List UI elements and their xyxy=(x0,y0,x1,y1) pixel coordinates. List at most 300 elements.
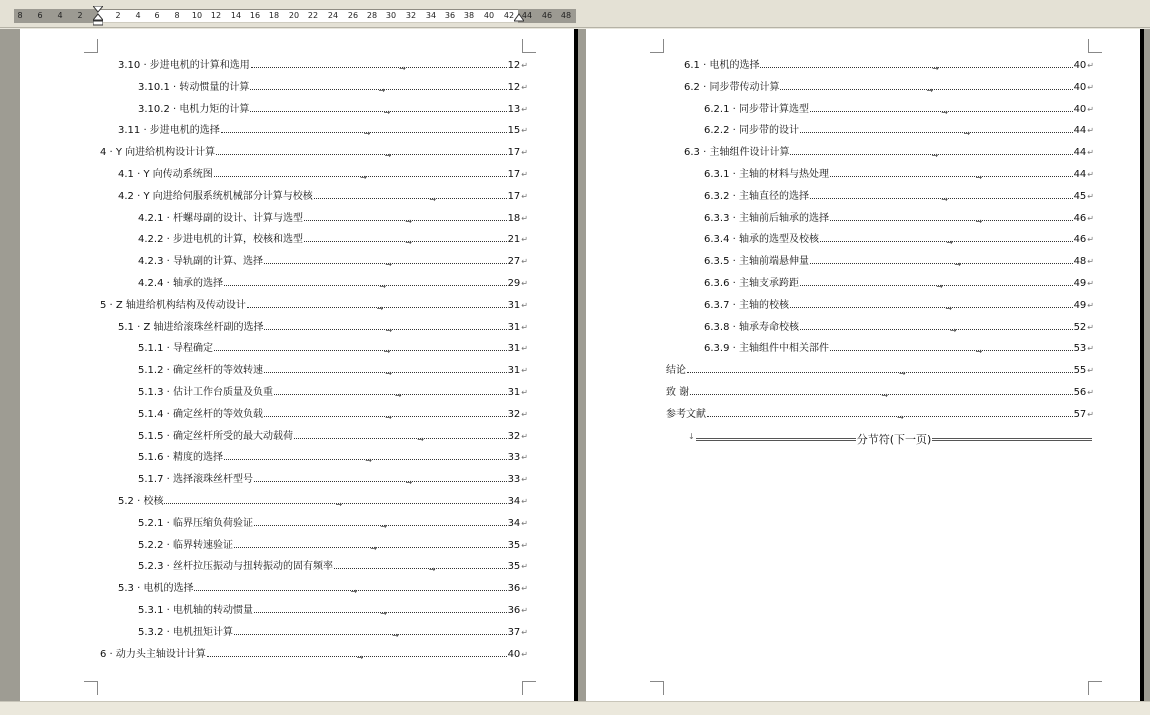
ruler-number: 46 xyxy=(541,11,553,20)
toc-entry-page: 12 xyxy=(507,81,521,93)
toc-entry-page: 35 xyxy=(507,539,521,551)
toc-entry[interactable] xyxy=(138,80,528,96)
toc-entry-page: 49 xyxy=(1073,278,1087,289)
toc-entry[interactable] xyxy=(704,211,1094,227)
toc-entry-title: 4.2 · Y 向进给伺服系统机械部分计算与校核 xyxy=(118,190,313,202)
toc-entry[interactable] xyxy=(704,341,1094,357)
tab-arrow-icon: → xyxy=(428,565,436,575)
toc-entry-page: 40 xyxy=(1073,103,1087,115)
paragraph-mark-icon: ↵ xyxy=(521,300,528,310)
document-workspace[interactable] xyxy=(0,29,1150,701)
toc-entry-title: 5.3 · 电机的选择 xyxy=(118,583,194,595)
paragraph-mark-icon: ↵ xyxy=(1087,366,1094,376)
tab-arrow-icon: → xyxy=(399,64,406,73)
margin-corner-bottom-right xyxy=(1088,681,1102,695)
right-indent-marker-icon[interactable] xyxy=(514,13,524,23)
ruler-number: 28 xyxy=(366,11,378,20)
toc-entry[interactable] xyxy=(138,625,528,641)
toc-dot-leader xyxy=(334,565,507,575)
toc-entry[interactable] xyxy=(704,232,1094,248)
toc-entry[interactable] xyxy=(138,538,528,554)
toc-dot-leader xyxy=(234,543,507,553)
toc-entry[interactable] xyxy=(138,341,528,357)
toc-entry-page: 17 xyxy=(507,147,521,159)
toc-entry-title: 5.1.4 · 确定丝杆的等效负载 xyxy=(138,408,263,420)
paragraph-mark-icon: ↵ xyxy=(521,82,528,92)
toc-entry-title: 6.3.6 · 主轴支承跨距 xyxy=(704,278,799,289)
tab-arrow-icon: → xyxy=(926,85,934,95)
toc-entry[interactable] xyxy=(100,647,528,663)
tab-arrow-icon: → xyxy=(405,478,413,488)
toc-entry-page: 29 xyxy=(507,278,521,289)
tab-arrow-icon: → xyxy=(881,391,889,400)
tab-arrow-icon: → xyxy=(363,129,371,139)
toc-entry[interactable] xyxy=(138,211,528,227)
toc-entry-page: 40 xyxy=(1073,60,1087,71)
paragraph-mark-icon: ↵ xyxy=(521,366,528,376)
paragraph-mark-icon: ↵ xyxy=(521,344,528,354)
tab-arrow-icon: → xyxy=(380,609,387,618)
ruler-left-margin xyxy=(14,9,98,23)
toc-entry[interactable] xyxy=(704,123,1094,139)
section-break[interactable] xyxy=(688,432,1092,446)
toc-dot-leader xyxy=(707,412,1073,422)
paragraph-mark-icon: ↵ xyxy=(1087,148,1094,158)
paragraph-mark-icon: ↵ xyxy=(1087,300,1094,310)
paragraph-mark-icon: ↵ xyxy=(521,518,528,528)
toc-entry-title: 5.1 · Z 轴进给滚珠丝杆副的选择 xyxy=(118,321,264,333)
toc-dot-leader xyxy=(294,434,507,444)
toc-entry-title: 3.10 · 步进电机的计算和选用 xyxy=(118,60,250,71)
toc-entry-title: 3.10.2 · 电机力矩的计算 xyxy=(138,103,250,115)
tab-arrow-icon: → xyxy=(384,151,392,161)
paragraph-mark-icon: ↵ xyxy=(521,279,528,288)
toc-entry-page: 12 xyxy=(507,60,521,71)
toc-entry-title: 6.3.3 · 主轴前后轴承的选择 xyxy=(704,212,829,224)
toc-entry-page: 45 xyxy=(1073,190,1087,202)
toc-entry-page: 44 xyxy=(1073,169,1087,180)
tab-arrow-icon: → xyxy=(385,369,392,379)
ruler-number: 34 xyxy=(425,11,437,20)
toc-dot-leader xyxy=(247,303,507,313)
paragraph-mark-icon: ↵ xyxy=(521,235,528,245)
toc-dot-leader xyxy=(221,129,507,139)
tab-arrow-icon: → xyxy=(405,238,412,248)
toc-entry[interactable] xyxy=(704,276,1094,292)
tab-arrow-icon: → xyxy=(405,216,412,226)
toc-entry[interactable] xyxy=(138,603,528,619)
tab-arrow-icon: → xyxy=(975,173,983,182)
paragraph-mark-icon: ↵ xyxy=(521,627,528,637)
paragraph-mark-icon: ↵ xyxy=(1087,322,1094,332)
paragraph-mark-icon: ↵ xyxy=(1087,257,1094,267)
tab-arrow-icon: → xyxy=(897,412,904,422)
toc-entry-title: 6.2 · 同步带传动计算 xyxy=(684,81,780,93)
toc-dot-leader xyxy=(760,64,1072,73)
toc-entry-page: 36 xyxy=(507,605,521,616)
paragraph-mark-icon: ↵ xyxy=(521,213,528,223)
toc-dot-leader xyxy=(264,325,506,335)
ruler-number: 6 xyxy=(37,11,43,20)
paragraph-mark-icon: ↵ xyxy=(521,584,528,594)
section-break-line-left xyxy=(696,438,856,441)
paragraph-mark-icon: ↵ xyxy=(1087,409,1094,419)
tab-arrow-icon: → xyxy=(356,652,364,662)
toc-entry[interactable] xyxy=(138,472,528,488)
toc-dot-leader xyxy=(164,500,506,509)
toc-dot-leader xyxy=(264,260,507,270)
indent-marker-icon[interactable] xyxy=(93,6,103,26)
toc-entry[interactable] xyxy=(118,320,528,336)
toc-entry[interactable] xyxy=(138,559,528,575)
tab-arrow-icon: → xyxy=(931,151,939,161)
ruler-number: 40 xyxy=(483,11,495,20)
toc-entry[interactable] xyxy=(138,276,528,292)
margin-corner-top-left xyxy=(650,39,664,53)
toc-entry[interactable] xyxy=(118,58,528,74)
toc-entry-page: 31 xyxy=(507,299,521,311)
ruler-number: 2 xyxy=(77,11,83,20)
toc-entry-page: 55 xyxy=(1073,365,1087,377)
toc-entry-title: 6.3.8 · 轴承寿命校核 xyxy=(704,321,799,333)
margin-corner-top-right xyxy=(1088,39,1102,53)
ruler-number: 14 xyxy=(230,11,242,20)
toc-entry-title: 6.2.1 · 同步带计算选型 xyxy=(704,103,809,115)
toc-entry-page: 31 xyxy=(507,365,521,377)
toc-dot-leader xyxy=(790,303,1073,313)
toc-entry-title: 6 · 动力头主轴设计计算 xyxy=(100,648,206,660)
tab-arrow-icon: → xyxy=(376,303,384,313)
tab-arrow-icon: → xyxy=(975,347,983,357)
ruler-number: 12 xyxy=(210,11,222,20)
toc-dot-leader xyxy=(687,369,1073,379)
paragraph-mark-icon: ↵ xyxy=(521,431,528,441)
toc-entry-page: 21 xyxy=(507,234,521,246)
paragraph-mark-icon: ↵ xyxy=(1087,279,1094,288)
ruler-number: 16 xyxy=(249,11,261,20)
toc-dot-leader xyxy=(304,216,507,226)
toc-dot-leader xyxy=(251,64,507,73)
toc-entry-page: 33 xyxy=(507,452,521,464)
tab-arrow-icon: → xyxy=(385,260,392,270)
paragraph-mark-icon: ↵ xyxy=(1087,213,1094,223)
toc-entry-page: 44 xyxy=(1073,147,1087,159)
toc-entry[interactable] xyxy=(704,298,1094,314)
margin-corner-bottom-left xyxy=(650,681,664,695)
tab-arrow-icon: → xyxy=(945,303,953,313)
toc-entry-title: 6.3.7 · 主轴的校核 xyxy=(704,299,789,311)
toc-entry-title: 5.1.2 · 确定丝杆的等效转速 xyxy=(138,365,263,377)
tab-arrow-icon: → xyxy=(936,282,943,291)
toc-entry[interactable] xyxy=(704,102,1094,118)
paragraph-mark-icon: ↵ xyxy=(1087,170,1094,179)
toc-entry-page: 44 xyxy=(1073,125,1087,137)
toc-entry-title: 3.10.1 · 转动惯量的计算 xyxy=(138,81,250,93)
toc-dot-leader xyxy=(194,587,506,597)
paragraph-mark-icon: ↵ xyxy=(521,409,528,419)
toc-entry-title: 6.3.4 · 轴承的选型及校核 xyxy=(704,234,819,246)
margin-corner-bottom-left xyxy=(84,681,98,695)
paragraph-mark-icon: ↵ xyxy=(521,475,528,485)
ruler-number: 36 xyxy=(444,11,456,20)
ruler-number: 44 xyxy=(521,11,533,20)
toc-dot-leader xyxy=(216,151,506,161)
tab-arrow-icon: → xyxy=(383,107,391,117)
toc-entry[interactable] xyxy=(704,167,1094,183)
toc-entry-title: 6.3.1 · 主轴的材料与热处理 xyxy=(704,169,829,180)
toc-dot-leader xyxy=(800,129,1073,139)
paragraph-mark-icon: ↵ xyxy=(521,497,528,506)
toc-entry-page: 46 xyxy=(1073,212,1087,224)
toc-entry[interactable] xyxy=(138,102,528,118)
paragraph-mark-icon: ↵ xyxy=(1087,191,1094,201)
tab-arrow-icon: → xyxy=(385,412,392,422)
tab-arrow-icon: → xyxy=(392,630,399,640)
ruler-number: 26 xyxy=(347,11,359,20)
paragraph-mark-icon: ↵ xyxy=(521,191,528,201)
toc-dot-leader xyxy=(224,282,507,291)
toc-entry-title: 5.1.1 · 导程确定 xyxy=(138,343,213,355)
paragraph-mark-icon: ↵ xyxy=(1087,104,1094,114)
paragraph-mark-icon: ↵ xyxy=(1087,126,1094,136)
toc-dot-leader xyxy=(810,194,1073,204)
paragraph-mark-icon: ↵ xyxy=(521,606,528,615)
toc-dot-leader xyxy=(830,216,1073,226)
toc-entry-title: 5.2.1 · 临界压缩负荷验证 xyxy=(138,517,253,529)
toc-entry[interactable] xyxy=(684,58,1094,74)
tab-arrow-icon: → xyxy=(417,434,424,444)
toc-entry-page: 52 xyxy=(1073,321,1087,333)
ruler-number: 4 xyxy=(57,11,63,20)
toc-dot-leader xyxy=(314,194,507,204)
toc-entry-page: 35 xyxy=(507,561,521,573)
toc-dot-leader xyxy=(214,347,507,357)
toc-entry-page: 40 xyxy=(507,648,521,660)
ruler-number: 30 xyxy=(385,11,397,20)
toc-entry[interactable] xyxy=(138,407,528,423)
toc-entry[interactable] xyxy=(666,363,1094,379)
toc-entry-title: 4.2.2 · 步进电机的计算，校核和选型 xyxy=(138,234,303,246)
toc-dot-leader xyxy=(780,85,1072,95)
toc-entry[interactable] xyxy=(684,145,1094,161)
toc-entry-title: 参考文献 xyxy=(666,408,706,420)
tab-arrow-icon: → xyxy=(385,325,393,335)
ruler-number: 8 xyxy=(17,11,23,20)
toc-entry-title: 5.1.3 · 估计工作台质量及负重 xyxy=(138,387,273,398)
toc-dot-leader xyxy=(254,478,507,488)
document-page-left[interactable] xyxy=(20,29,574,701)
toc-entry-title: 5.3.2 · 电机扭矩计算 xyxy=(138,626,233,638)
toc-entry[interactable] xyxy=(138,363,528,379)
section-break-label: 分节符(下一页) xyxy=(856,433,932,446)
toc-entry-page: 17 xyxy=(507,169,521,180)
toc-entry-page: 13 xyxy=(507,103,521,115)
toc-entry-title: 4.2.4 · 轴承的选择 xyxy=(138,278,223,289)
toc-entry[interactable] xyxy=(118,189,528,205)
toc-dot-leader xyxy=(810,260,1073,270)
toc-entry-title: 6.3.9 · 主轴组件中相关部件 xyxy=(704,343,829,355)
paragraph-mark-icon: ↵ xyxy=(521,148,528,158)
toc-entry[interactable] xyxy=(118,581,528,597)
ruler-number: 24 xyxy=(327,11,339,20)
toc-dot-leader xyxy=(690,391,1072,400)
toc-entry-page: 18 xyxy=(507,212,521,224)
toc-entry-title: 5.2.3 · 丝杆拉压振动与扭转振动的固有频率 xyxy=(138,561,333,573)
ruler-number: 2 xyxy=(115,11,121,20)
toc-entry-title: 5.3.1 · 电机轴的转动惯量 xyxy=(138,605,253,616)
toc-entry[interactable] xyxy=(118,494,528,510)
toc-entry[interactable] xyxy=(118,167,528,183)
toc-dot-leader xyxy=(304,238,507,248)
toc-dot-leader xyxy=(250,85,506,95)
ruler-number: 18 xyxy=(268,11,280,20)
toc-dot-leader xyxy=(264,369,507,379)
tab-arrow-icon: → xyxy=(394,391,402,400)
toc-entry[interactable] xyxy=(138,450,528,466)
toc-entry[interactable] xyxy=(666,407,1094,423)
tab-arrow-icon: → xyxy=(975,216,983,226)
paragraph-mark-icon: ↵ xyxy=(521,61,528,70)
horizontal-ruler[interactable] xyxy=(0,0,1150,28)
toc-dot-leader xyxy=(234,630,507,640)
toc-entry-title: 5.2 · 校核 xyxy=(118,496,164,507)
margin-corner-top-left xyxy=(84,39,98,53)
ruler-number: 38 xyxy=(463,11,475,20)
tab-arrow-icon: → xyxy=(954,260,962,270)
ruler-number: 42 xyxy=(503,11,515,20)
paragraph-mark-icon: ↵ xyxy=(521,126,528,136)
tab-arrow-icon: → xyxy=(335,500,343,509)
ruler-number: 6 xyxy=(154,11,160,20)
toc-entry-page: 53 xyxy=(1073,343,1087,355)
toc-entry-title: 6.3 · 主轴组件设计计算 xyxy=(684,147,790,159)
ruler-number: 48 xyxy=(560,11,572,20)
toc-entry-title: 5.2.2 · 临界转速验证 xyxy=(138,539,233,551)
toc-dot-leader xyxy=(214,173,507,182)
toc-entry-title: 5 · Z 轴进给机构结构及传动设计 xyxy=(100,299,246,311)
tab-arrow-icon: → xyxy=(365,456,372,466)
toc-entry[interactable] xyxy=(118,123,528,139)
tab-arrow-icon: → xyxy=(941,194,948,204)
toc-entry[interactable] xyxy=(666,385,1094,401)
paragraph-mark-icon: ↵ xyxy=(521,104,528,114)
toc-entry[interactable] xyxy=(100,298,528,314)
tab-arrow-icon: → xyxy=(963,129,971,139)
toc-entry[interactable] xyxy=(704,320,1094,336)
tab-arrow-icon: → xyxy=(899,369,906,379)
toc-entry-title: 6.3.5 · 主轴前端悬伸量 xyxy=(704,256,809,268)
ruler-number: 32 xyxy=(405,11,417,20)
paragraph-mark-icon: ↵ xyxy=(521,453,528,463)
toc-entry-title: 结论 xyxy=(666,365,686,377)
paragraph-mark-icon: ↵ xyxy=(521,170,528,179)
tab-arrow-icon: → xyxy=(383,347,391,357)
toc-dot-leader xyxy=(250,107,506,117)
toc-entry-page: 56 xyxy=(1073,387,1087,398)
ruler-number: 10 xyxy=(191,11,203,20)
toc-entry-title: 5.1.5 · 确定丝杆所受的最大动载荷 xyxy=(138,430,293,442)
toc-entry-title: 3.11 · 步进电机的选择 xyxy=(118,125,220,137)
paragraph-mark-icon: ↵ xyxy=(1087,235,1094,245)
toc-entry-page: 57 xyxy=(1073,408,1087,420)
toc-dot-leader xyxy=(254,609,507,618)
toc-dot-leader xyxy=(820,238,1073,248)
toc-entry-page: 17 xyxy=(507,190,521,202)
toc-dot-leader xyxy=(830,347,1073,357)
toc-entry-page: 31 xyxy=(507,321,521,333)
toc-entry[interactable] xyxy=(100,145,528,161)
toc-entry-title: 4 · Y 向进给机构设计计算 xyxy=(100,147,216,159)
toc-entry[interactable] xyxy=(138,232,528,248)
margin-corner-bottom-right xyxy=(522,681,536,695)
toc-dot-leader xyxy=(254,521,507,531)
tab-arrow-icon: → xyxy=(429,194,437,204)
toc-entry-title: 6.1 · 电机的选择 xyxy=(684,60,760,71)
toc-entry-page: 15 xyxy=(507,125,521,137)
toc-entry[interactable] xyxy=(138,385,528,401)
toc-entry-page: 31 xyxy=(507,387,521,398)
toc-entry-page: 40 xyxy=(1073,81,1087,93)
tab-arrow-icon: → xyxy=(380,521,387,531)
toc-entry[interactable] xyxy=(684,80,1094,96)
toc-entry[interactable] xyxy=(704,254,1094,270)
toc-entry-page: 34 xyxy=(507,517,521,529)
ruler-number: 20 xyxy=(288,11,300,20)
tab-arrow-icon: → xyxy=(932,64,939,73)
toc-entry[interactable] xyxy=(138,429,528,445)
toc-entry-page: 33 xyxy=(507,474,521,486)
document-page-right[interactable] xyxy=(586,29,1140,701)
toc-dot-leader xyxy=(810,107,1073,117)
paragraph-mark-icon: ↵ xyxy=(521,540,528,550)
toc-dot-leader xyxy=(264,412,507,422)
toc-dot-leader xyxy=(207,652,507,662)
toc-entry-page: 36 xyxy=(507,583,521,595)
paragraph-mark-icon: ↵ xyxy=(521,257,528,267)
ruler-number: 8 xyxy=(174,11,180,20)
toc-entry[interactable] xyxy=(704,189,1094,205)
toc-entry[interactable] xyxy=(138,254,528,270)
paragraph-mark-icon: ↵ xyxy=(1087,344,1094,354)
page-divider xyxy=(574,29,578,701)
tab-arrow-icon: → xyxy=(370,543,377,553)
section-break-line-right xyxy=(932,438,1092,441)
toc-entry-title: 4.2.1 · 杆螺母副的设计、计算与选型 xyxy=(138,212,303,224)
toc-dot-leader xyxy=(830,173,1073,182)
toc-entry-page: 31 xyxy=(507,343,521,355)
toc-entry-title: 4.1 · Y 向传动系统图 xyxy=(118,169,213,180)
toc-dot-leader xyxy=(800,282,1073,291)
margin-corner-top-right xyxy=(522,39,536,53)
toc-entry-title: 5.1.6 · 精度的选择 xyxy=(138,452,223,464)
tab-arrow-icon: → xyxy=(379,282,387,291)
paragraph-mark-icon: ↵ xyxy=(1087,388,1094,397)
tab-arrow-icon: → xyxy=(941,107,948,117)
toc-entry-page: 46 xyxy=(1073,234,1087,246)
paragraph-mark-icon: ↵ xyxy=(521,388,528,397)
paragraph-mark-icon: ↵ xyxy=(1087,82,1094,92)
toc-entry-page: 48 xyxy=(1073,256,1087,268)
toc-entry-page: 37 xyxy=(507,626,521,638)
toc-dot-leader xyxy=(274,391,507,400)
toc-dot-leader xyxy=(800,325,1073,335)
toc-entry-title: 5.1.7 · 选择滚珠丝杆型号 xyxy=(138,474,253,486)
toc-entry-page: 49 xyxy=(1073,299,1087,311)
toc-entry-page: 27 xyxy=(507,256,521,268)
paragraph-mark-icon: ↵ xyxy=(521,562,528,572)
ruler-number: 22 xyxy=(307,11,319,20)
toc-entry[interactable] xyxy=(138,516,528,532)
